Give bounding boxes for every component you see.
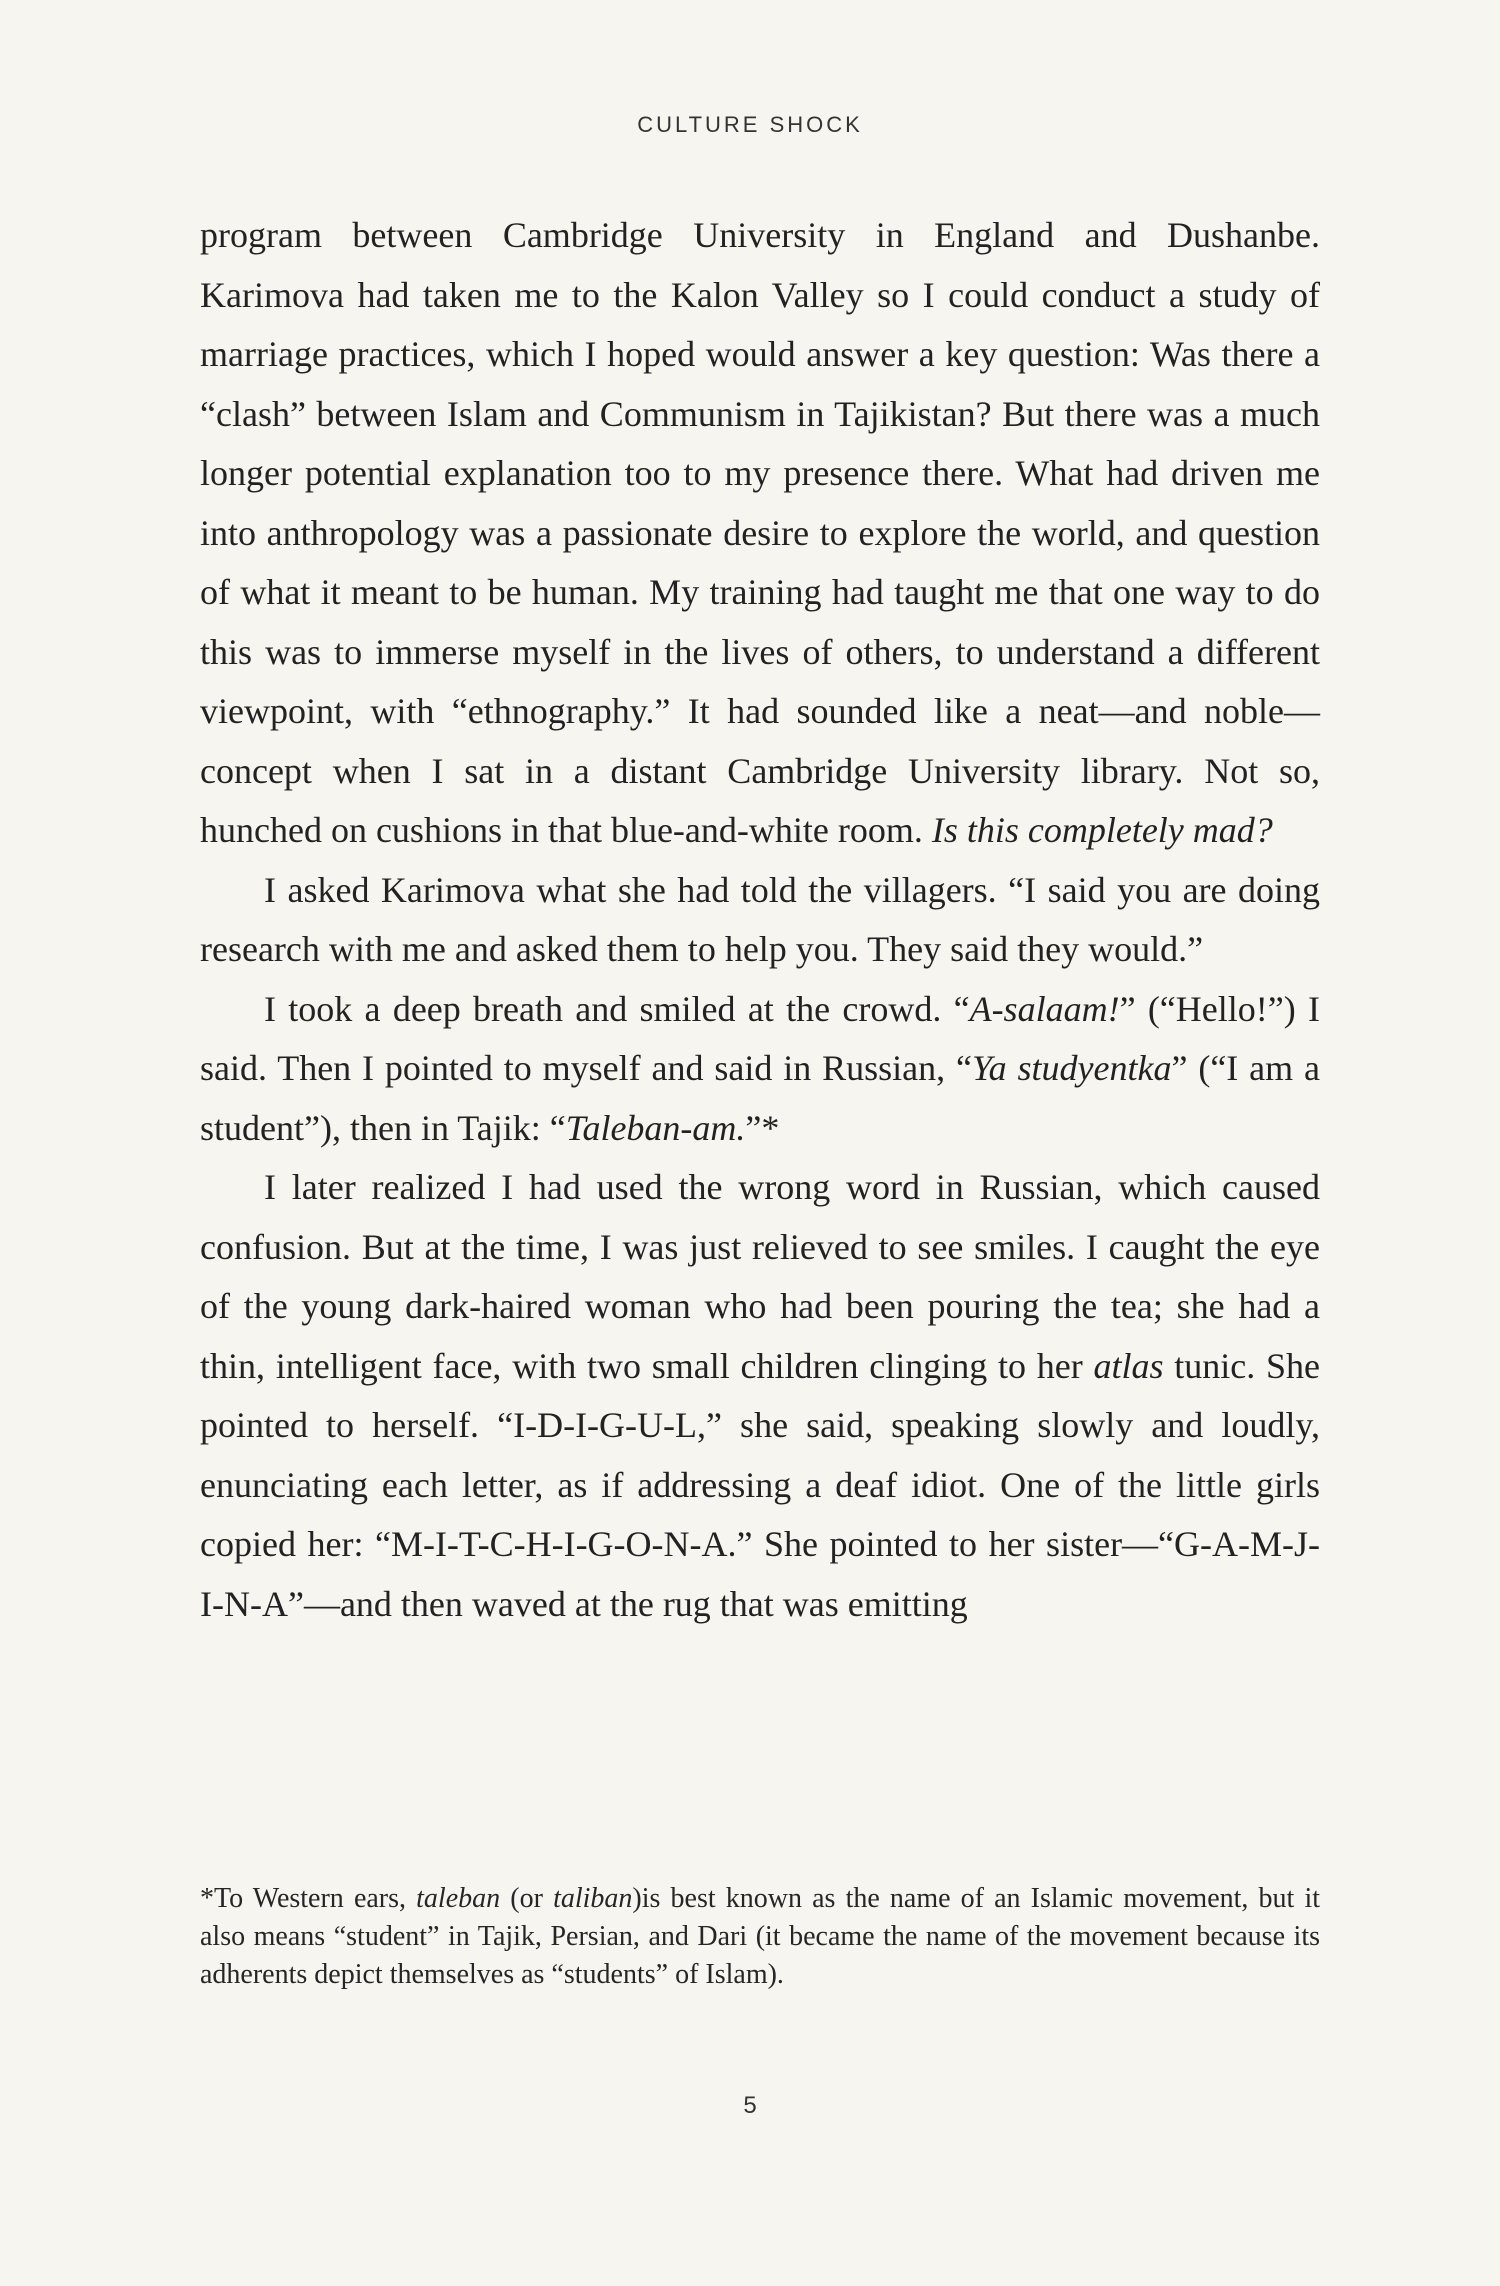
paragraph-text: tunic. She pointed to herself. “I-D-I-G-U-L,” she said, speaking slowly and loudly, enunciating each letter, as if addressing a deaf idiot. One of the little girls copied her: “M-I-T-C-H-I-G-O-N-A.” She pointed to her sister—“G-A-M-J-I-N-A”—and then waved at the rug that was emitting [200,1345,1321,1624]
footnote-text: )is best known as the name of an Islamic movement, but it also means “student” in Tajik, Persian, and Dari (it became the name of the movement because its adherents depict themselves as “students” of Islam). [200,1883,1321,1990]
italic-phrase: Taleban-am. [565,1107,746,1148]
paragraph-text: I asked Karimova what she had told the villagers. “I said you are doing research with me and asked them to help you. They said they would.” [200,869,1320,969]
running-head: CULTURE SHOCK [637,112,863,137]
italic-phrase: taliban [553,1883,633,1914]
paragraph-3 [200,980,1320,1159]
paragraph-text: I later realized I had used the wrong word in Russian, which caused confusion. But at the time, I was just relieved to see smiles. I caught the eye of the young dark-haired woman who had been pouring the tea; she had a thin, intelligent face, with two small children clinging to her [200,1167,1320,1386]
italic-phrase: taleban [416,1883,501,1914]
italic-phrase: Ya studyentka [971,1048,1172,1088]
italic-phrase: atlas [1093,1345,1164,1386]
paragraph-text: I took a deep breath and smiled at the crowd. “ [264,988,970,1029]
paragraph-1 [200,206,1320,861]
body-text [200,206,1320,1634]
paragraph-4 [200,1158,1320,1634]
paragraph-text: ”* [745,1107,780,1148]
paragraph-2 [200,861,1320,980]
footnote-text: *To Western ears, [200,1883,417,1914]
paragraph-text: ” (“I am a student”), then in Tajik: “ [200,1048,1320,1148]
italic-phrase: A-salaam! [969,988,1120,1029]
page-number: 5 [743,2092,757,2119]
footnote-text: (or [500,1883,554,1914]
paragraph-text: ” (“Hello!”) I said. Then I pointed to myself and said in Russian, “ [200,988,1320,1088]
footnote [200,1880,1320,1994]
italic-phrase: Is this completely mad? [931,810,1273,850]
paragraph-text: program between Cambridge University in England and Dushanbe. Karimova had taken me to the Kalon Valley so I could conduct a study of marriage practices, which I hoped would answer a key question: Was there a “clash” between Islam and Communism in Tajikistan? But there was a much longer potential explanation too to my presence there. What had driven me into anthropology was a passionate desire to explore the world, and question of what it meant to be human. My training had taught me that one way to do this was to immerse myself in the lives of others, to understand a different viewpoint, with “ethnography.” It had sounded like a neat—and noble—concept when I sat in a distant Cambridge University library. Not so, hunched on cushions in that blue-and-white room. [200,215,1320,850]
